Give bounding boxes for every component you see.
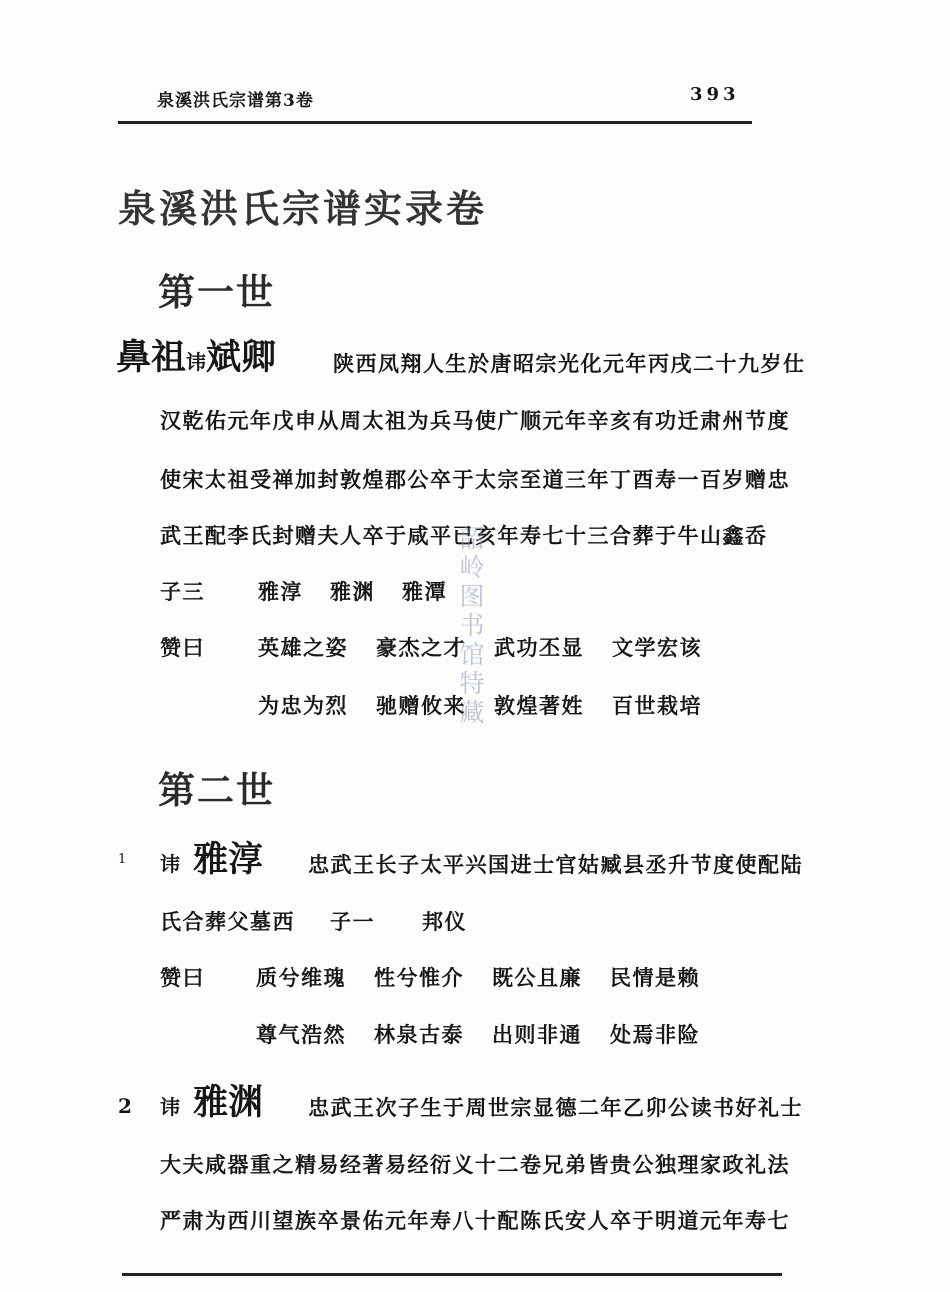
eulogy-phrase: 驰赠攸来 bbox=[376, 693, 466, 718]
bio-line: 汉乾佑元年戊申从周太祖为兵马使广顺元年辛亥有功迁肃州节度 bbox=[160, 408, 790, 433]
running-head: 泉溪洪氏宗谱第3卷 bbox=[157, 91, 314, 111]
eulogy-phrase: 林泉古泰 bbox=[374, 1022, 464, 1047]
header-rule bbox=[118, 121, 752, 124]
hui-label: 讳 bbox=[160, 1095, 180, 1119]
eulogy-phrase: 出则非通 bbox=[492, 1022, 582, 1047]
son-name: 雅渊 bbox=[330, 579, 375, 604]
eulogy-phrase: 性兮惟介 bbox=[374, 965, 464, 990]
eulogy-phrase: 文学宏该 bbox=[612, 635, 702, 660]
bio-line: 忠武王长子太平兴国进士官姑臧县丞升节度使配陆 bbox=[308, 852, 803, 877]
son-name: 邦仪 bbox=[422, 909, 467, 934]
entry-marker: 1 bbox=[118, 852, 127, 867]
eulogy-label: 赞曰 bbox=[160, 965, 205, 990]
bio-line: 大夫咸器重之精易经著易经衍义十二卷兄弟皆贵公独理家政礼法 bbox=[160, 1152, 790, 1177]
ancestor-name-line bbox=[116, 330, 276, 380]
eulogy-phrase: 武功丕显 bbox=[494, 635, 584, 660]
son-name: 雅潭 bbox=[402, 579, 447, 604]
eulogy-row bbox=[256, 1019, 700, 1049]
bio-line-sons bbox=[160, 906, 467, 936]
eulogy-row bbox=[160, 962, 700, 992]
entry-name-line bbox=[160, 1075, 263, 1125]
eulogy-phrase: 为忠为烈 bbox=[258, 693, 348, 718]
son-name: 雅淳 bbox=[258, 579, 303, 604]
entry-name-line bbox=[160, 832, 263, 882]
ancestor-name: 斌卿 bbox=[206, 337, 277, 378]
sons-label: 子一 bbox=[330, 909, 375, 934]
generation-heading-2: 第二世 bbox=[158, 768, 275, 812]
eulogy-row bbox=[160, 632, 702, 662]
hui-label: 讳 bbox=[186, 350, 207, 374]
eulogy-phrase: 民情是赖 bbox=[610, 965, 700, 990]
entry-number: 2 bbox=[118, 1094, 132, 1118]
page-number: 393 bbox=[690, 84, 740, 105]
bio-text: 氏合葬父墓西 bbox=[160, 909, 295, 934]
bio-line: 严肃为西川望族卒景佑元年寿八十配陈氏安人卒于明道元年寿七 bbox=[160, 1208, 790, 1233]
eulogy-phrase: 百世栽培 bbox=[612, 693, 702, 718]
footer-rule bbox=[122, 1273, 782, 1276]
bio-line: 陕西凤翔人生於唐昭宗光化元年丙戌二十九岁仕 bbox=[333, 351, 806, 376]
eulogy-phrase: 既公且廉 bbox=[492, 965, 582, 990]
sons-row bbox=[160, 576, 447, 606]
entry-name: 雅淳 bbox=[193, 839, 264, 880]
eulogy-phrase: 敦煌著姓 bbox=[494, 693, 584, 718]
hui-label: 讳 bbox=[160, 852, 180, 876]
ancestor-title: 鼻祖 bbox=[116, 337, 187, 378]
eulogy-label: 赞曰 bbox=[160, 635, 205, 660]
generation-heading-1: 第一世 bbox=[158, 270, 275, 314]
eulogy-phrase: 质兮维瑰 bbox=[256, 965, 346, 990]
bio-line: 忠武王次子生于周世宗显德二年乙卯公读书好礼士 bbox=[308, 1095, 803, 1120]
eulogy-phrase: 英雄之姿 bbox=[258, 635, 348, 660]
eulogy-phrase: 尊气浩然 bbox=[256, 1022, 346, 1047]
entry-name: 雅渊 bbox=[193, 1082, 264, 1123]
eulogy-phrase: 处焉非险 bbox=[610, 1022, 700, 1047]
bio-line: 使宋太祖受禅加封敦煌郡公卒于太宗至道三年丁酉寿一百岁赠忠 bbox=[160, 467, 790, 492]
eulogy-phrase: 豪杰之才 bbox=[376, 635, 466, 660]
bio-line: 武王配李氏封赠夫人卒于咸平已亥年寿七十三合葬于牛山鑫岙 bbox=[160, 523, 768, 548]
page-title: 泉溪洪氏宗谱实录卷 bbox=[118, 186, 488, 231]
sons-label: 子三 bbox=[160, 579, 205, 604]
library-watermark: 韶岭图书馆特藏 bbox=[456, 525, 485, 728]
